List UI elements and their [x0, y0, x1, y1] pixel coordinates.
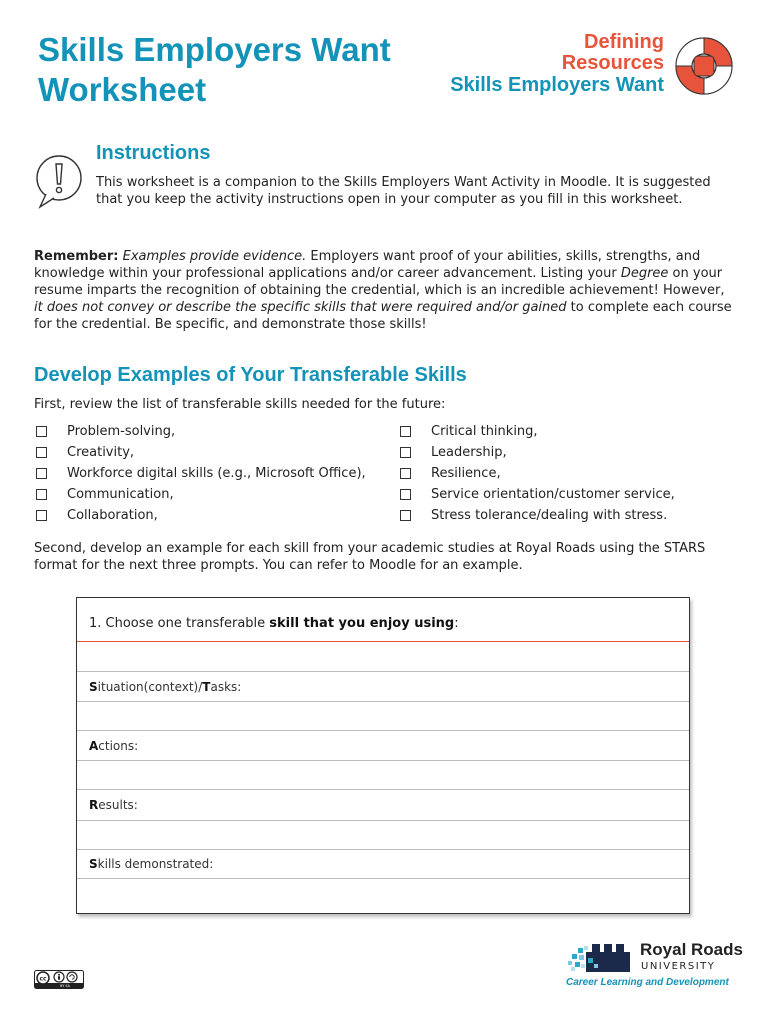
skill-checkbox[interactable] [36, 447, 47, 458]
skill-label: Critical thinking, [431, 424, 538, 439]
royal-roads-castle-icon [566, 938, 630, 974]
remember-label: Remember: [34, 249, 119, 264]
brand-block [450, 32, 664, 96]
skills-list-right [400, 421, 740, 526]
skills-label-row [77, 850, 689, 879]
skill-checkbox[interactable] [400, 426, 411, 437]
page-title [38, 30, 438, 110]
results-r: R [89, 798, 99, 812]
remember-italic-2: Degree [620, 266, 669, 281]
svg-text:cc: cc [39, 975, 47, 983]
brand-line-1: Defining [584, 31, 664, 53]
situation-label [89, 680, 241, 694]
department-name: Career Learning and Development [566, 977, 729, 988]
situation-s: S [89, 679, 98, 694]
skill-label: Stress tolerance/dealing with stress. [431, 508, 668, 523]
skill-label: Service orientation/customer service, [431, 487, 675, 502]
brand-line-2: Resources [561, 52, 664, 74]
remember-text-1: Employers want proof of your abilities, skills, strengths, and knowledge within your professional applications and/or career advancement. Listing your [34, 249, 701, 281]
actions-rest: ctions: [98, 738, 139, 753]
situation-t: T [202, 679, 211, 694]
prompt-row [77, 598, 689, 642]
results-answer-field[interactable] [77, 821, 689, 850]
skills-rest: kills demonstrated: [97, 857, 214, 871]
remember-text-3: to complete each course for the credential. Be specific, and demonstrate those skills! [34, 300, 732, 332]
prompt-post: : [454, 616, 459, 631]
skills-demonstrated-label [89, 857, 213, 871]
title-line-2: Worksheet [38, 71, 207, 108]
skill-checkbox[interactable] [400, 510, 411, 521]
second-step-text: Second, develop an example for each skill from your academic studies at Royal Roads using the STARS format for the next three prompts. You can refer to Moodle for an example. [34, 541, 706, 573]
skills-s: S [89, 857, 98, 871]
actions-label-row [77, 731, 689, 761]
results-label-row [77, 790, 689, 821]
results-label [89, 798, 138, 812]
instructions-text: This worksheet is a companion to the Skills Employers Want Activity in Moodle. It is suggested that you keep the activity instructions open in your computer as you fill in this worksheet. [96, 175, 711, 207]
actions-answer-field[interactable] [77, 761, 689, 790]
skill-label: Resilience, [431, 466, 501, 481]
skill-answer-field[interactable] [77, 642, 689, 672]
skills-answer-field[interactable] [77, 879, 689, 913]
skill-checkbox[interactable] [36, 510, 47, 521]
skill-item[interactable] [36, 442, 396, 463]
situation-answer-field[interactable] [77, 702, 689, 731]
skill-item[interactable] [36, 484, 396, 505]
brand-line-3: Skills Employers Want [450, 74, 664, 96]
cc-badge-text: BY SA [60, 984, 70, 989]
skill-checkbox[interactable] [400, 447, 411, 458]
university-subtitle: UNIVERSITY [641, 961, 716, 972]
university-name: Royal Roads [640, 940, 743, 959]
stars-form [76, 597, 690, 914]
results-rest: esults: [98, 798, 138, 812]
first-step-text: First, review the list of transferable skills needed for the future: [34, 397, 446, 412]
skill-label: Creativity, [67, 445, 135, 460]
skill-item[interactable] [36, 463, 396, 484]
prompt-text [89, 616, 459, 631]
prompt-bold: skill that you enjoy using [269, 616, 455, 631]
skill-item[interactable] [400, 463, 740, 484]
remember-italic-3: it does not convey or describe the specific skills that were required and/or gained [34, 300, 567, 315]
skill-label: Workforce digital skills (e.g., Microsoft Office), [67, 466, 366, 481]
skill-item[interactable] [400, 442, 740, 463]
situation-rest: asks: [210, 679, 242, 694]
skills-list-left [36, 421, 396, 526]
skill-item[interactable] [400, 505, 740, 526]
skill-item[interactable] [36, 505, 396, 526]
remember-paragraph [34, 248, 734, 333]
remember-italic-1: Examples provide evidence. [122, 249, 307, 264]
skill-label: Collaboration, [67, 508, 158, 523]
skill-item[interactable] [400, 421, 740, 442]
remember-text-2: on your resume imparts the recognition of obtaining the credential, which is an incredible achievement! However, [34, 266, 725, 298]
skill-checkbox[interactable] [36, 489, 47, 500]
skill-checkbox[interactable] [400, 489, 411, 500]
prompt-pre: 1. Choose one transferable [89, 616, 270, 631]
skill-item[interactable] [400, 484, 740, 505]
actions-label [89, 739, 138, 753]
skill-label: Problem-solving, [67, 424, 176, 439]
skill-item[interactable] [36, 421, 396, 442]
exclamation-bubble-icon [34, 152, 84, 210]
skill-label: Communication, [67, 487, 174, 502]
creative-commons-by-sa-icon [34, 970, 84, 989]
title-line-1: Skills Employers Want [38, 31, 391, 68]
situation-mid: ituation(context)/ [97, 679, 203, 694]
situation-label-row [77, 672, 689, 702]
skill-checkbox[interactable] [400, 468, 411, 479]
develop-heading: Develop Examples of Your Transferable Skills [34, 364, 467, 386]
skill-checkbox[interactable] [36, 468, 47, 479]
instructions-heading: Instructions [96, 142, 211, 164]
lifebuoy-icon [672, 34, 736, 98]
skill-label: Leadership, [431, 445, 507, 460]
skill-checkbox[interactable] [36, 426, 47, 437]
actions-a: A [89, 738, 99, 753]
